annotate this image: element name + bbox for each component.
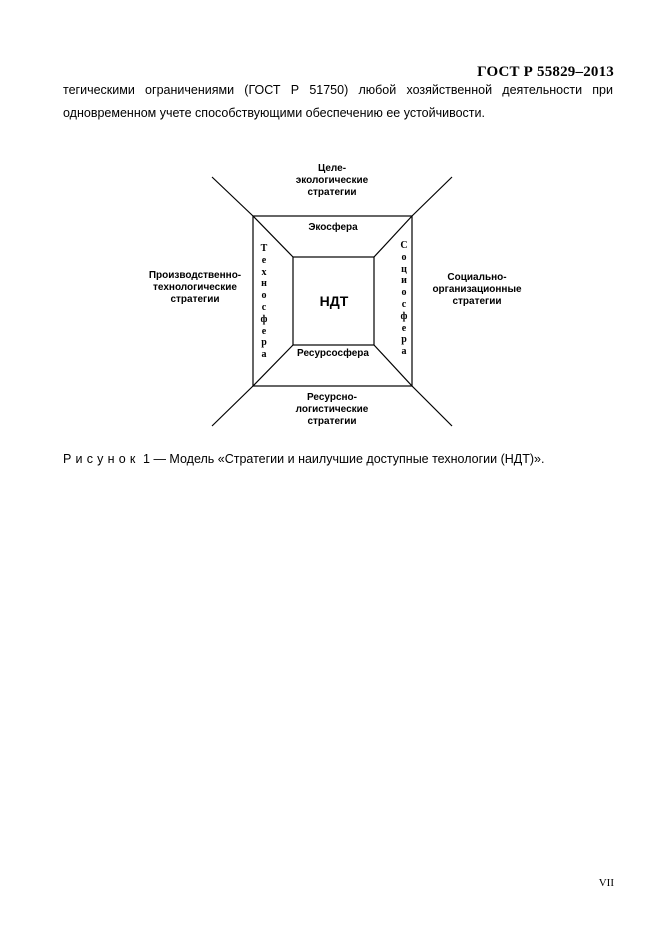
figure-caption-prefix: Рисунок (63, 452, 140, 466)
vertical-letter: ц (401, 263, 407, 275)
ecosphere-label: Экосфера (308, 222, 358, 233)
paragraph-line-2: одновременном учете способствующими обеспечению ее устойчивости. (63, 106, 485, 120)
production-strategies-label: Производственно- технологические стратегии (148, 270, 242, 305)
diagonal-top-right-outer (412, 177, 452, 216)
diagonal-top-left-outer (212, 177, 253, 216)
vertical-letter: и (401, 275, 407, 287)
diagonal-bottom-left-outer (212, 386, 253, 426)
figure-caption-text: 1 — Модель «Стратегии и наилучшие доступные технологии (НДТ)». (139, 452, 545, 466)
sociosphere-label (398, 240, 410, 358)
vertical-letter: с (401, 298, 407, 310)
vertical-letter: Т (260, 243, 268, 254)
resourcesphere-label: Ресурсосфера (297, 348, 369, 359)
vertical-letter: о (401, 251, 407, 263)
page-number: VII (598, 877, 614, 889)
vertical-letter: е (261, 254, 267, 266)
social-strategies-label: Социально- организационные стратегии (432, 272, 522, 307)
figure-caption (63, 452, 544, 466)
vertical-letter: х (261, 266, 267, 278)
eco-strategies-label: Целе- экологические стратегии (295, 163, 369, 198)
resource-strategies-label: Ресурсно- логистические стратегии (295, 392, 369, 427)
vertical-letter: с (261, 301, 267, 313)
vertical-letter: а (401, 346, 407, 358)
vertical-letter: е (261, 325, 267, 337)
vertical-letter: о (401, 287, 407, 299)
vertical-letter: н (261, 278, 267, 290)
vertical-letter: о (261, 290, 267, 302)
vertical-letter: ф (260, 313, 268, 325)
vertical-letter: С (400, 240, 408, 251)
vertical-letter: р (401, 334, 407, 346)
vertical-letter: р (261, 337, 267, 349)
diagonal-bottom-right-outer (412, 386, 452, 426)
ndt-center-label: НДТ (319, 293, 349, 309)
paragraph-line-1: тегическими ограничениями (ГОСТ Р 51750) любой хозяйственной деятельности при (63, 83, 613, 97)
vertical-letter: а (261, 349, 267, 361)
vertical-letter: ф (400, 310, 408, 322)
document-header: ГОСТ Р 55829–2013 (477, 64, 614, 80)
vertical-letter: е (401, 322, 407, 334)
